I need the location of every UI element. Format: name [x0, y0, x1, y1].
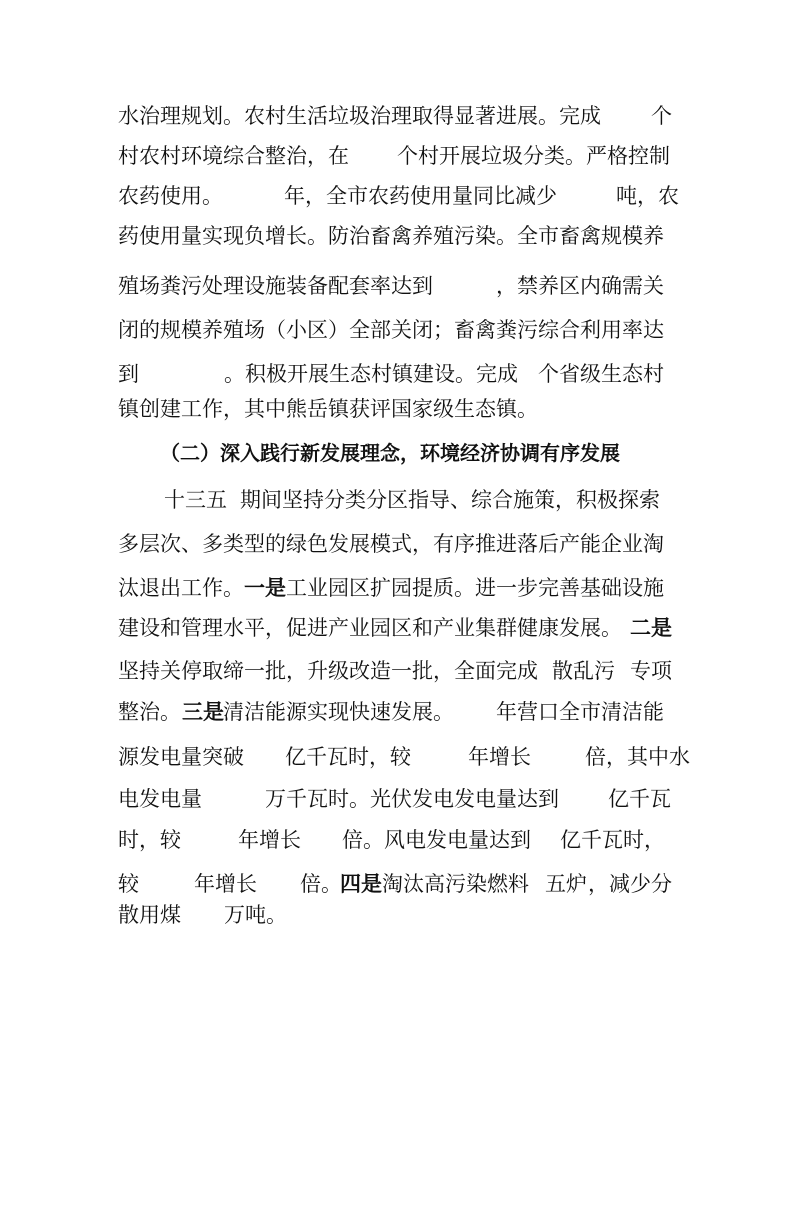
section-heading — [0, 433, 793, 473]
text-run: 镇创建工作，其中熊岳镇获评国家级生态镇。 — [118, 397, 538, 421]
text-run: 专项 — [630, 659, 672, 683]
paragraph-line — [0, 568, 793, 608]
text-run: 到 — [118, 362, 139, 386]
text-run: 十三五 — [164, 488, 227, 512]
paragraph-line — [0, 820, 793, 860]
text-run: 个省级生态村 — [538, 362, 664, 386]
text-run: ，禁养区内确需关 — [496, 274, 664, 298]
text-run: 倍。风电发电量达到 — [342, 828, 531, 852]
paragraph-line — [0, 96, 793, 136]
text-run: 年增长 — [468, 745, 531, 769]
text-run: 万吨。 — [224, 903, 287, 927]
paragraph-line — [0, 524, 793, 564]
text-run: 源发电量突破 — [118, 745, 244, 769]
paragraph-line — [0, 895, 793, 935]
text-run: 建设和管理水平，促进产业园区和产业集群健康发展。 — [118, 616, 622, 640]
text-run: 个 — [651, 104, 672, 128]
bold-label: 三是 — [182, 700, 224, 724]
paragraph-line — [0, 737, 793, 777]
paragraph-line — [0, 651, 793, 691]
text-run: 殖场粪污处理设施装备配套率达到 — [118, 274, 433, 298]
text-run: 坚持关停取缔一批，升级改造一批，全面完成 — [118, 659, 538, 683]
paragraph-line — [0, 480, 793, 520]
text-run: 亿千瓦 — [608, 787, 671, 811]
text-run: 个村开展垃圾分类。严格控制 — [397, 144, 670, 168]
text-run: 时，较 — [118, 828, 181, 852]
text-run: 。积极开展生态村镇建设。完成 — [224, 362, 518, 386]
paragraph-line — [0, 354, 793, 394]
text-run: 散用煤 — [118, 903, 181, 927]
paragraph-line — [0, 136, 793, 176]
text-run: 多层次、多类型的绿色发展模式，有序推进落后产能企业淘 — [118, 532, 664, 556]
text-run: 水治理规划。农村生活垃圾治理取得显著进展。完成 — [118, 104, 601, 128]
text-run: 倍。 — [300, 872, 342, 896]
paragraph-line — [0, 692, 793, 732]
heading-text: （二）深入践行新发展理念，环境经济协调有序发展 — [160, 441, 620, 465]
text-run: 年增长 — [238, 828, 301, 852]
text-run: 万千瓦时。光伏发电发电量达到 — [265, 787, 559, 811]
paragraph-line — [0, 389, 793, 429]
text-run: 农药使用。 — [118, 184, 223, 208]
text-run: 年，全市农药使用量同比减少 — [284, 184, 557, 208]
bold-label: 四是 — [340, 872, 382, 896]
bold-label: 二是 — [630, 616, 672, 640]
text-run: 倍，其中水 — [585, 745, 690, 769]
text-run: 吨，农 — [616, 184, 679, 208]
paragraph-line — [0, 216, 793, 256]
text-run: 汰退出工作。 — [118, 576, 244, 600]
text-run: 淘汰高污染燃料 — [382, 872, 529, 896]
text-run: 年营口全市清洁能 — [496, 700, 664, 724]
text-run: 药使用量实现负增长。防治畜禽养殖污染。全市畜禽规模养 — [118, 224, 664, 248]
text-run: 亿千瓦时，较 — [285, 745, 411, 769]
text-run: 电发电量 — [118, 787, 202, 811]
text-run: 期间坚持分类分区指导、综合施策，积极探索 — [240, 488, 660, 512]
text-run: 闭的规模养殖场（小区）全部关闭；畜禽粪污综合利用率达 — [118, 318, 664, 342]
bold-label: 一是 — [244, 576, 286, 600]
text-run: 整治。 — [118, 700, 181, 724]
text-run: 较 — [118, 872, 139, 896]
paragraph-line — [0, 266, 793, 306]
text-run: 年增长 — [194, 872, 257, 896]
text-run: ，减少分 — [588, 872, 672, 896]
text-run: 亿千瓦时， — [560, 828, 665, 852]
paragraph-line — [0, 779, 793, 819]
paragraph-line — [0, 608, 793, 648]
paragraph-line — [0, 310, 793, 350]
text-run: 村农村环境综合整治，在 — [118, 144, 349, 168]
text-run: 清洁能源实现快速发展。 — [223, 700, 454, 724]
paragraph-line — [0, 176, 793, 216]
text-run: 散乱污 — [552, 659, 615, 683]
text-run: 五炉 — [545, 872, 587, 896]
text-run: 工业园区扩园提质。进一步完善基础设施 — [286, 576, 664, 600]
